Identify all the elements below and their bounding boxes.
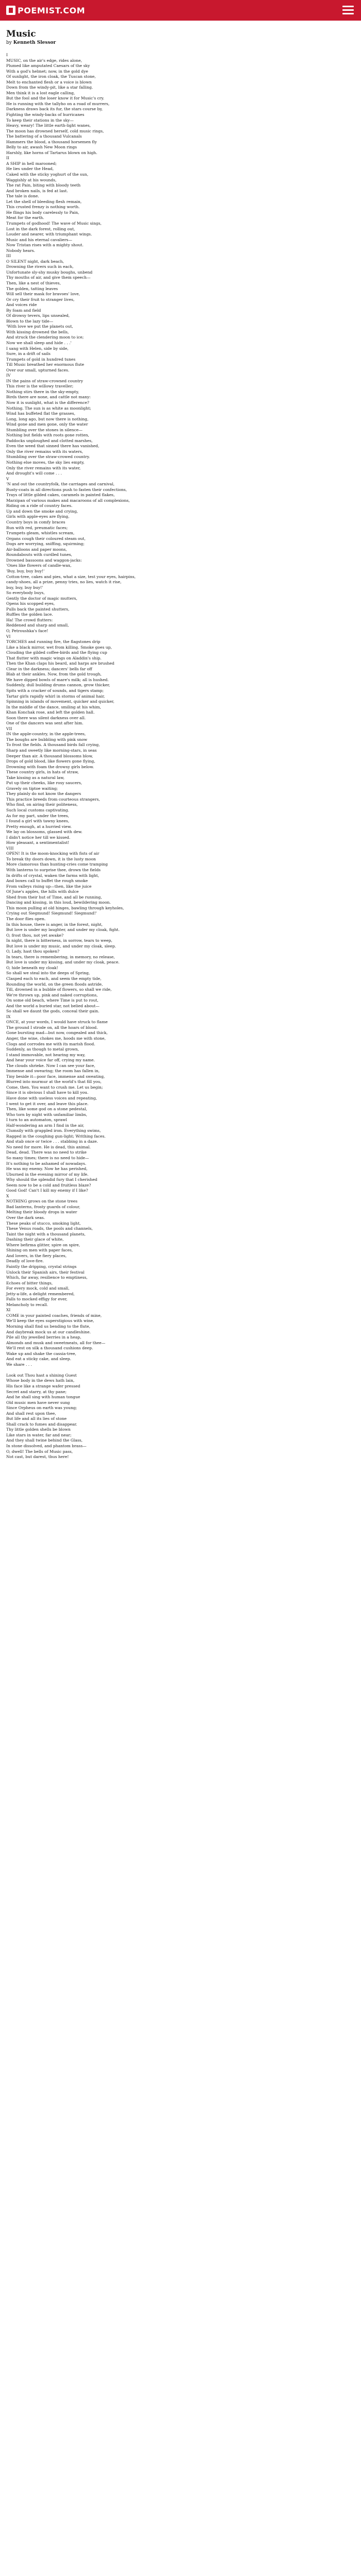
poem-line: Like a black mirror, wet from killing. Smoke goes up, <box>6 645 112 650</box>
poem-line: Gone bursting mad—but now, congealed and thick, <box>6 1030 108 1036</box>
poem-line: The golden, tatting leaves <box>6 286 58 291</box>
poem-line: One of the dancers was sent after him. <box>6 721 84 726</box>
poem-line: Rusty-coats in all directions push to fasten their confections, <box>6 487 127 492</box>
poem-line: O, dwell! The bells of Music pass, <box>6 1449 73 1454</box>
poem-line: Then the Khan claps his beard, and harps are brushed <box>6 661 114 666</box>
poem-line: And drought's will come . . . <box>6 471 62 476</box>
poem-line: To keep their stations in the sky— <box>6 117 74 123</box>
poem-line: Have done with useless voices and repeating, <box>6 1096 97 1100</box>
poem-line: 'With love we put the planets out, <box>6 324 73 329</box>
poem-line: I found a girl with tawny knees, <box>6 819 70 824</box>
poem-line: O, frost thou, not yet awake? <box>6 933 64 938</box>
poem-line: The rat Pain, biting with bloody teeth <box>6 183 81 188</box>
poem-line: Clogs and corrodes me with its marish flood. <box>6 1041 95 1046</box>
poem-line: Darkness draws back its fur, the stars course by, <box>6 107 103 112</box>
poem-line: Clumsily with grappled iron. Everything swims, <box>6 1128 101 1133</box>
poem-line: Not cast, but darest, thus here! <box>6 1454 69 1460</box>
poem-line: Unfortunate sly-shy musky boughs, unbend <box>6 269 93 275</box>
poem-line: A SHIP in hell marooned; <box>6 161 57 166</box>
poem-line: Stumbling over the straw-crowed country. <box>6 454 90 460</box>
poem-line: buy, buy, buy buy!' <box>6 585 43 590</box>
poem-line: Thy mouths of air, and give them speech— <box>6 275 91 280</box>
poem-line: By foam and field <box>6 308 41 313</box>
poem-line: This crusted frenzy is nothing worth. <box>6 205 80 210</box>
section-numeral: VIII <box>6 845 14 851</box>
poem-line: He is running with the tallyho on a road of murrers, <box>6 101 110 106</box>
poem-line: Dogs are worrying, sniffing, squirming; <box>6 541 85 547</box>
poem-line: Tiny beside it—poor face, immense and sweating, <box>6 1074 105 1079</box>
poem-line: Till, drowned in a bubble of flowers, so shall we ride, <box>6 987 112 992</box>
poem-line: Lost in the dark forest, rolling out, <box>6 226 75 231</box>
site-brand: POEMIST.COM <box>18 5 85 15</box>
poem-line: More clamorous than hunting-cries come tramping <box>6 862 108 867</box>
section-numeral: IV <box>6 373 11 378</box>
poem-line: This practice breeds from courteous strangers, <box>6 796 100 802</box>
poem-line: IN the pains of straw-crowned country <box>6 378 84 383</box>
poem-line: Take kissing as a natural law, <box>6 775 65 780</box>
poem-line: Paddocks unploughed and clotted marshes, <box>6 438 93 443</box>
poem-line: Spinning in islands of movement, quicker and quicker, <box>6 699 114 704</box>
poem-line: Melt to enchanted flesh or a voice is blown <box>6 79 92 84</box>
poem-line: I didn't notice her till we kissed. <box>6 835 71 840</box>
poem-line: Now Tristan rises with a mighty shout. <box>6 243 84 248</box>
poem-line: In tears, there is remembering, in memory, no release, <box>6 954 115 959</box>
poem-line: Since it is obvious I shall have to kill you. <box>6 1090 89 1095</box>
poem-line: I turn to an automaton, sprawl <box>6 1117 68 1123</box>
poem-line: To frost the fields. A thousand birds fall crying, <box>6 742 100 748</box>
poem-line: The tale is done. <box>6 194 39 199</box>
poem-line: Of June's apples, the hills with dulce <box>6 889 79 894</box>
poem-line: Tartar girls rapidly whirl in storms of animal hair, <box>6 693 105 699</box>
poem-line: To break thy doors down, it is the lusty moon <box>6 856 96 861</box>
poem-line: Come, then. You want to crush me. Let us begin; <box>6 1084 103 1090</box>
poem-line: For every mock, cold and small, <box>6 1286 70 1291</box>
poem-line: Crying out Siegmund! Siegmund! Siegmund!' <box>6 911 97 916</box>
poem-line: Dancing and kissing, in this loud, bewildering moon. <box>6 900 111 905</box>
section-numeral: III <box>6 253 11 259</box>
poem-line: From valleys rising up—then, like the juice <box>6 884 92 889</box>
poem-line: I sang with Helen, side by side, <box>6 346 69 351</box>
poem-line: Rounding the world, on the green floods astride, <box>6 981 103 987</box>
section-numeral: X <box>6 1193 9 1198</box>
poem-line: And struck the clendering moon to ice; <box>6 335 84 340</box>
poem-line: How pleasant, a sentimentalist! <box>6 840 70 845</box>
poem-line: The door flies open. <box>6 916 46 921</box>
poem-line: Country boys in comfy braces <box>6 520 65 525</box>
poem-line: Run with red, preumatic faces; <box>6 525 68 530</box>
poem-line: So everybody buys, <box>6 590 45 596</box>
poem-line: And they shall twine behind the Glass, <box>6 1438 83 1443</box>
poem-line: And he shall sing with human tongue <box>6 1395 80 1400</box>
poem-line: Drowning the rivers such in each, <box>6 264 74 269</box>
poem-line: And the world a buried star, not belied about— <box>6 1003 100 1008</box>
poem-line: And hear your voice far off, crying my name. <box>6 1058 95 1063</box>
poem-line: I stand immovable, not hearing my way, <box>6 1052 86 1057</box>
poem-line: Of drowsy tevers, lips unsealed, <box>6 313 70 318</box>
poem-line: Ha! The crowd flutters: <box>6 617 53 622</box>
poem-line: We lay on blossoms, glassed with dew. <box>6 829 83 835</box>
poem-line: We'll rest on silk a thousand cushions deep. <box>6 1346 93 1351</box>
poem-line: Pretty enough, at a hurried view. <box>6 824 72 829</box>
poem-line: Dead, dead. There was no need to strike <box>6 1150 87 1155</box>
poem-line: He flings his body carelessly to Pain, <box>6 210 79 215</box>
poem-line: 'N and out the countryfolk, the carriages and carnival, <box>6 482 115 487</box>
poem-line: With a god's helmet; now, in the gold dye <box>6 69 88 74</box>
poem-line: Bad lanterns, frosty guards of colour, <box>6 1204 80 1209</box>
section-numeral: VII <box>6 726 12 731</box>
poem-line: Suddenly, dull building drums cannon, grow thicker, <box>6 683 110 688</box>
poem-line: Waggishly at his wounds, <box>6 177 57 182</box>
poem-line: Even the weed that sinned there has vanished, <box>6 444 100 449</box>
poem-line: Will sell their mask for bravoes' love, <box>6 292 80 297</box>
poem-line: Up and down the smoke and crying, <box>6 509 78 514</box>
poem-line: And voices ride <box>6 302 37 308</box>
poem-line: Melancholy to recall. <box>6 1302 48 1307</box>
poem-line: Now we shall sleep and hide . . .' <box>6 340 72 345</box>
poem-line: Over our small, upturned faces. <box>6 367 70 372</box>
poem-body <box>6 53 355 1460</box>
poem-line: He lies under the Head, <box>6 166 54 172</box>
poem-line: Roundabouts with curdled tunes, <box>6 552 72 557</box>
poem-line: Wind has buffeted flat the grasses, <box>6 411 75 416</box>
poem-line: OPEN! It is the moon-knocking with fists of air <box>6 851 100 856</box>
poem-line: Long, long ago, but now there is nothing, <box>6 416 89 421</box>
poem-line: Suddenly, as though to metal grown, <box>6 1047 79 1052</box>
section-numeral: I <box>6 53 8 57</box>
poem-line: Shining on men with paper faces, <box>6 1248 73 1253</box>
poem-line <box>6 1367 355 1373</box>
poem-line: O, hide beneath my cloak! <box>6 965 58 970</box>
poem-line: Falls to mocked effigy for ever, <box>6 1297 68 1302</box>
poem-line: Cotton-tree, cakes and pies, what a size, test your eyes, hairpins, <box>6 574 136 579</box>
poem-line: Khan Konchak rose, and left the golden hall. <box>6 710 95 715</box>
poem-line: These country girls, in hats of straw, <box>6 770 79 775</box>
poem-line: But love is under my kissing, and under my cloak, peace. <box>6 960 120 965</box>
poem-line: Pulls back the painted shutters, <box>6 606 70 612</box>
poem-line: The battering of a thousand Vulcanals <box>6 134 82 139</box>
poem-line: Nothing stirs there in the sky-empty, <box>6 389 79 394</box>
poem-line: Reddened and sharp and small, <box>6 623 69 628</box>
poem-line: Old music men have never sung <box>6 1400 70 1405</box>
poem-line: O SILENT night, dark beach, <box>6 259 64 264</box>
poem-line: Faintly the dripping, crystal strings <box>6 1264 77 1269</box>
poem-line: Stumbling over the stones in silence— <box>6 427 83 432</box>
poem-line: NOTHING grows on the stone trees <box>6 1199 78 1204</box>
site-header <box>0 0 361 21</box>
poem-line: Echoes of bitter things, <box>6 1280 53 1285</box>
poem-line: Secret and starry, at thy pane; <box>6 1389 67 1394</box>
poem-line: His face like a strange wafer pressed <box>6 1383 80 1388</box>
poem-line: Only the river remains with its water, <box>6 465 81 470</box>
poem-line: Drowning with foam the drowsy girls below. <box>6 764 94 769</box>
poem-line: And broken nails, is fed at last. <box>6 188 68 193</box>
poem-line: Girls with apple-eyes are flying, <box>6 514 70 519</box>
author-link[interactable]: Kenneth Slessor <box>13 40 56 45</box>
poem-line: Clouding the gilded coffee-birds and the flying cup <box>6 650 107 655</box>
poem-line: As for my part, under the trees, <box>6 813 70 818</box>
byline-prefix: by <box>6 40 12 45</box>
poem-line: In the middle of the dance, smiling at his whim, <box>6 704 101 709</box>
logo-icon <box>6 6 15 15</box>
poem-line: TORCHES and running fire, the flagstones drip <box>6 639 101 645</box>
poem-line: Dashing their glace of white, <box>6 1237 64 1242</box>
poem-line: Half-wondering an arm I find in the air, <box>6 1123 85 1128</box>
poem-line: Trumpets gleam, whistles scream, <box>6 531 75 536</box>
poem-line: They plainly do not know the dangers <box>6 791 81 796</box>
poem-line: Heavy, weary! The little earth-light wanes, <box>6 123 91 128</box>
poem-line: Meat for the earth. <box>6 215 44 221</box>
poem-line: Fighting the windy-backs of hurricanes <box>6 112 85 117</box>
poem-line: Look out Thou hast a shining Guest <box>6 1372 77 1378</box>
poem-line: He was my enemy. Now he has perished, <box>6 1166 88 1172</box>
poem-line: Nothing. The sun is as white as moonlight; <box>6 405 91 411</box>
poem-line: Then, like some god on a stone pedestal, <box>6 1107 87 1112</box>
poem-line: Blab at their ankles. Now, from the gold trough, <box>6 672 102 677</box>
poem-line: Melting their bloody drops in water <box>6 1210 77 1215</box>
poem-line: Shed from their hut of Time, and all be running, <box>6 894 102 900</box>
poem-line: Nobody hears. <box>6 248 36 253</box>
poem-line: Anger, the wine, chokes me, hoods me with stone, <box>6 1036 106 1041</box>
poem-line: ONCE, at your words, I would have struck to flame <box>6 1020 108 1025</box>
poem-line: Immense and swearing; the room has fallen in, <box>6 1069 100 1074</box>
poem-line: Uburned in the evening mirror of my life. <box>6 1172 89 1177</box>
poem-line: The moon has drowned herself, cold music rings, <box>6 128 104 133</box>
poem-line: With kissing drowned the bells, <box>6 329 69 334</box>
poem-line: Now it is sunlight, what is the difference? <box>6 400 89 405</box>
poem-line: Who torn by night with unfamiliar limbs, <box>6 1112 88 1117</box>
poem-line: No need for more. He is dead, this animal. <box>6 1144 91 1149</box>
poem-byline <box>6 40 355 45</box>
poem-line: In drifts of crystal, waken the farms with light, <box>6 873 100 878</box>
poem-line: We share . . . <box>6 1362 32 1367</box>
poem-line: Soon there was silent darkness over all. <box>6 715 86 720</box>
poem-line: Jetty-a-life, a delight remembered, <box>6 1291 75 1296</box>
poem-line: Which, far away, resilience to emptiness, <box>6 1275 88 1280</box>
hamburger-menu-icon[interactable] <box>342 6 354 15</box>
poem-line: Unlock their Spanish airs, their festival <box>6 1269 85 1275</box>
poem-line: Till Music breathed her enormous flute <box>6 362 85 367</box>
poem-line: Ruffles the golden lace. <box>6 612 53 617</box>
poem-line: Thy little golden shells be blown <box>6 1427 71 1432</box>
poem-line: Harshly, like horns of Tartarus blown on high. <box>6 150 97 155</box>
poem-line: Since Orpheus on earth was young; <box>6 1405 77 1411</box>
poem-line: But life and all its lies of stone <box>6 1416 67 1421</box>
poem-line: Louder and nearer, with triumphant wings. <box>6 232 92 237</box>
poem-line: In this house, there is anger, in the forest, night, <box>6 922 103 927</box>
poem-line: That flutter with magic wings on Aladdin's ship. <box>6 655 102 660</box>
site-logo[interactable] <box>6 5 85 16</box>
section-numeral: IX <box>6 1014 11 1019</box>
poem-line: Deeper than air. A thousand blossoms blow, <box>6 753 93 758</box>
section-numeral: V <box>6 476 9 481</box>
poem-line: This moon pulling at old hinges, bawling through keyholes, <box>6 905 124 910</box>
poem-line: Trays of little gilded cakes, caramels in painted flakes, <box>6 493 115 498</box>
poem-line: Air-balloons and paper moons, <box>6 547 67 552</box>
poem-line: Then, like a nest of thieves, <box>6 280 61 285</box>
poem-line: And eat a sticky cake, and sleep. <box>6 1357 71 1362</box>
poem-line: Trumpets of gold in hundred tunes <box>6 357 76 362</box>
poem-line: These Venus roads, the pools and channels, <box>6 1226 93 1231</box>
poem-line: Sure, in a drift of sails <box>6 351 51 357</box>
poem-line: Good God! Can't I kill my enemy if I like? <box>6 1188 88 1193</box>
poem-line: Sharp and sweetly like morning-stars, in seas <box>6 748 97 753</box>
poem-line: This river is the willowy traveller; <box>6 384 74 389</box>
poem-line: Of sunlight, the iron cloak, the Tuscan stone, <box>6 74 96 79</box>
poem-line: Only the river remains with its waters, <box>6 449 84 454</box>
poem-line: Let the shell of bleeding flesh remain, <box>6 199 82 204</box>
poem-line: Hammers the blood, a thousand horsemen fly <box>6 139 97 144</box>
poem-line: Blown to the lazy tide— <box>6 318 54 324</box>
poem-line: Blurred into murmur at the world's that fill you, <box>6 1079 102 1084</box>
poem-line: II <box>6 156 9 161</box>
poem-line: MUSIC, on the air's edge, rides alone, <box>6 58 83 63</box>
section-numeral: VI <box>6 634 11 639</box>
poem-line: Such local customs captivating. <box>6 808 70 813</box>
poem-line: Whose body in the dews hath lain, <box>6 1378 75 1383</box>
poem-line: IN the apple-country, in the apple-trees, <box>6 732 86 737</box>
poem-line: Organs cough their coloured steam out, <box>6 536 86 541</box>
poem-line: Why should the splendid fury that I cherished <box>6 1177 97 1182</box>
poem-line: It's nothing to be ashamed of nowadays. <box>6 1161 87 1166</box>
poem-line: Nothing else moves, the sky lies empty, <box>6 460 85 465</box>
poem-line: Drowned bassoons and waggon-jacks: <box>6 557 82 563</box>
poem-line: Gently the doctor of magic mutters, <box>6 596 77 601</box>
poem-line: Down from the windy-pit, like a star falling. <box>6 85 93 90</box>
poem-line: Almonds and musk and sweetmeats, all for thee— <box>6 1340 106 1345</box>
poem-line: Drops of gold blood, like flowers gone flying, <box>6 759 95 764</box>
poem-line: The ground I strode on, all the hoars of blood. <box>6 1025 98 1030</box>
poem-line: We'll keep the eyes superstigious with wine, <box>6 1318 94 1324</box>
poem-line: Pile all thy jewelled berries in a heap, <box>6 1335 81 1340</box>
poem-line: Clear in the darkness; dancers' bells far off <box>6 666 92 671</box>
poem-line: Trumpets of godhood! The wave of Music sings, <box>6 221 102 226</box>
poem-line: And shall rest upon thee, <box>6 1411 56 1416</box>
poem-line: Birds there are none, and cattle not many: <box>6 395 91 400</box>
poem-line: Riding on a ride of country faces. <box>6 503 73 509</box>
poem-line: Men think it is a lost eagle calling, <box>6 90 75 95</box>
poem-line: Morning shall find us bending to the flute, <box>6 1324 90 1329</box>
poem-line: In stone dissolved, and phantom brass— <box>6 1444 87 1448</box>
poem-line: In night, there is bitterness, in sorrow, tears to weep, <box>6 938 112 943</box>
poem-line: And boxes call to buffet the rough smoke <box>6 878 88 884</box>
poem-line: And lovers, in the fiery places, <box>6 1253 67 1258</box>
poem-line: The boughs are bubbling with pink snow <box>6 737 88 742</box>
poem-line: Clasped each to each, and seem the empty tide, <box>6 976 102 981</box>
poem-line: Belly to air, awash New Moon rings <box>6 145 77 150</box>
poem-line: But love is under my music, and under my cloak, sleep. <box>6 943 117 948</box>
poem-line: The clouds shrieke. Now I can see your face, <box>6 1063 95 1068</box>
poem-line: We have dipped bowls of mare's milk; all is hushed. <box>6 677 109 682</box>
poem-article <box>6 29 355 1460</box>
poem-line: On some old beach, where Time is put to rout, <box>6 998 99 1003</box>
poem-line: But the fool and the loser know it for Music's cry. <box>6 96 105 101</box>
poem-line: So shall we daunt the gods, conceal their gain. <box>6 1009 100 1014</box>
poem-line: But love is under my laughter, and under my cloak, fight. <box>6 927 120 933</box>
poem-line: Plumed like amputated Caesars of the sky <box>6 63 90 69</box>
poem-line: 'Buy, buy, buy buy!' <box>6 568 45 573</box>
poem-line: Nothing but fields with roots gone rotten, <box>6 433 89 438</box>
poem-line: Who find, on airing their politeness, <box>6 802 78 807</box>
poem-line: And stab once or twice . . . stabbing in a daze. <box>6 1139 99 1144</box>
poem-line: Seem now to be a cold and fruitless blaze? <box>6 1182 91 1188</box>
poem-line: COME in your painted coaches, friends of mine, <box>6 1313 102 1318</box>
poem-line: Gravely on tiptoe waiting; <box>6 786 58 791</box>
poem-line: Opens his scopped eyes, <box>6 601 55 606</box>
poem-line: Spits with a cracker of sounds, and tigers stamp; <box>6 688 104 693</box>
poem-line: O, Lady, hast thou spoken? <box>6 949 60 954</box>
poem-line: Or cry their fruit to stranger lives, <box>6 297 75 302</box>
poem-line: Like stars in water, far and near; <box>6 1432 72 1437</box>
poem-line: 'Ones like flowers of candle-wax, <box>6 563 72 568</box>
poem-line: So many times; there is no need to hide— <box>6 1156 89 1161</box>
poem-line: O, Petroushka's face! <box>6 628 48 633</box>
poem-line: candy-shoes, all a prize, penny tries, no lies, watch it rise, <box>6 580 122 585</box>
poem-line: Where befirma glitter, spire on spire, <box>6 1242 80 1247</box>
poem-line: Put up their cheeks, like rosy saucers, <box>6 781 83 786</box>
poem-line: Deadly of love-fire. <box>6 1259 44 1264</box>
poem-line: Caked with the sticky yoghurt of the sun, <box>6 172 89 177</box>
poem-line: We're thrown up, pink and naked corruptions, <box>6 992 98 997</box>
poem-line: Music and his eternal cavaliers— <box>6 237 72 242</box>
poem-line: These peaks of stucco, smoking light, <box>6 1221 81 1226</box>
poem-line: Over the dark seas. <box>6 1215 45 1221</box>
poem-line: Wake up and shake the cassia-tree, <box>6 1351 76 1356</box>
poem-line: I went to get it over, and leave this place. <box>6 1101 89 1106</box>
poem-line: With lanterns to surprise thee, drown the fields <box>6 868 101 873</box>
poem-line: Marzipan of various makes and macaroons of all complexions, <box>6 498 130 503</box>
poem-line: And daybreak mock us at our candleshine. <box>6 1329 91 1334</box>
section-numeral: XI <box>6 1308 11 1313</box>
poem-line: So shall we steal into the deeps of Spring, <box>6 971 90 976</box>
poem-line: Taint the night with a thousand planets, <box>6 1231 86 1236</box>
poem-line: Wind gone and men gone, only the water <box>6 422 88 427</box>
poem-title: Music <box>6 29 36 39</box>
poem-line: Shall crack to fumes and disappear. <box>6 1421 77 1427</box>
poem-line: Ragged in the coughing gun-light; Writhing faces. <box>6 1133 106 1139</box>
